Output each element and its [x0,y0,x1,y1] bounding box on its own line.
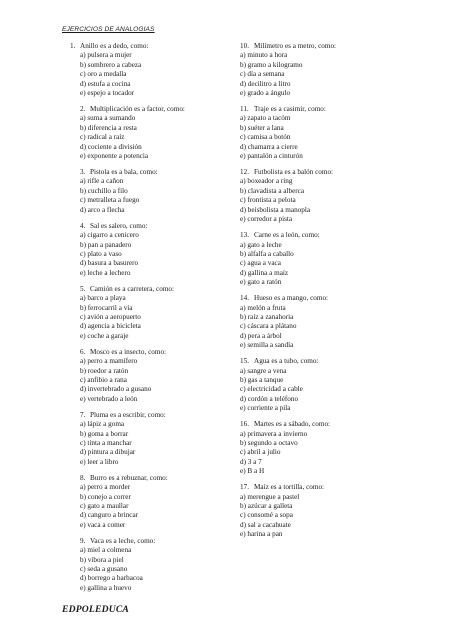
question-number: 16. [240,420,249,429]
answer-option: d) sal a cacahuate [240,520,291,529]
question-stem: Milímetro es a metro, como: [254,42,337,50]
question-block [240,168,400,224]
answer-option: e) corredor a pista [240,215,293,224]
answer-option: c) radical a raíz [80,133,125,142]
question-stem-line [80,537,240,546]
question-number: 15. [240,357,249,366]
question-number: 3. [80,168,86,177]
answer-option: a) barco a playa [80,294,126,303]
answer-option: d) invertebrado a gusano [80,385,152,394]
question-number: 10. [240,42,249,50]
question-stem-line [80,474,240,483]
question-stem: Camión es a carretera, como: [90,284,175,293]
question-number: 5. [80,284,86,293]
answer-option: d) decilitro a litro [240,79,291,88]
left-column [70,42,240,600]
answer-option: a) zapato a tacóm [240,114,291,123]
answer-option: b) alfalfa a caballo [240,249,294,258]
answer-option: a) perro a mamífero [80,357,138,366]
answer-option: b) gas a tanque [240,375,284,384]
question-stem-line [240,231,400,240]
answer-option: b) cuchillo a filo [80,186,128,195]
question-stem: Traje es a casimir, como: [254,105,326,114]
question-stem-line [240,294,400,303]
document-title: EJERCICIOS DE ANALOGIAS [62,26,155,33]
answer-option: b) diferencia a resta [80,123,137,132]
answer-option: b) roedor a ratón [80,366,129,375]
question-stem: Pluma es a escribir, como: [90,410,166,419]
answer-option: e) pantalón a cinturón [240,152,303,161]
answer-option: a) merengue a pastel [240,492,300,501]
answer-option: a) boxeador a ring [240,177,293,186]
answer-option: c) consomé a sopa [240,511,293,520]
question-block [80,168,240,215]
question-stem: Pistola es a bala, como: [90,168,158,177]
answer-option: b) pan a panadero [80,240,132,249]
answer-option: d) basura a basurero [80,259,139,268]
question-stem: Agua es a tubo, como: [254,357,319,366]
answer-option: e) grado a ángulo [240,89,291,98]
answer-option: b) goma a borrar [80,429,129,438]
question-block [240,483,400,539]
question-stem-line [240,357,400,366]
answer-option: e) espejo a tocador [80,89,135,98]
question-stem: Vaca es a leche, como: [90,536,156,545]
answer-option: c) oro a medalla [80,70,127,79]
answer-option: a) primavera a invierno [240,429,308,438]
answer-option: b) clavadista a alberca [240,186,305,195]
answer-option: c) tinta a manchar [80,439,132,447]
question-block [240,42,400,98]
answer-option: a) cigarro a cenicero [80,231,139,240]
question-stem-line [70,42,240,51]
question-stem-line [80,222,240,231]
question-number: 6. [80,347,86,356]
question-block [80,537,240,593]
question-block [240,294,400,350]
question-stem-line [240,105,400,114]
answer-option: a) minuto a hora [240,51,288,60]
answer-option: e) exponente a potencia [80,152,149,161]
answer-option: b) víbora a piel [80,555,124,564]
question-stem-line [80,168,240,177]
answer-option: c) abril a julio [240,448,281,457]
answer-option: c) cáscara a plátano [240,322,297,331]
answer-option: d) agencia a bicicleta [80,322,141,331]
question-block [240,420,400,476]
question-stem: Maíz es a tortilla, como: [254,483,325,492]
answer-option: b) conejo a correr [80,492,131,501]
answer-option: c) camisa a botón [240,133,291,142]
question-number: 12. [240,168,249,177]
answer-option: d) canguro a brincar [80,511,139,520]
question-stem-line [80,285,240,294]
question-block [80,474,240,530]
question-stem: Mosco es a insecto, como: [90,347,167,356]
answer-option: d) gallina a maíz [240,268,289,277]
answer-option: e) corriente a pila [240,404,291,413]
answer-option: e) B a H [240,467,265,476]
question-number: 13. [240,231,249,240]
answer-option: c) día a semana [240,70,285,79]
question-block [240,231,400,287]
question-number: 7. [80,410,86,419]
question-stem: Martes es a sábado, como: [254,420,331,429]
answer-option: a) melón a fruta [240,303,286,312]
answer-option: e) gallina a huevo [80,583,132,592]
answer-option: a) miel a colmena [80,546,132,555]
answer-option: b) segundo a octavo [240,439,298,447]
question-stem-line [240,42,400,51]
answer-option: b) raíz a zanahoria [240,312,294,321]
question-number: 11. [240,105,249,114]
answer-option: b) sombrero a cabeza [80,60,142,69]
answer-option: a) gato a leche [240,240,282,249]
answer-option: e) vertebrado a león [80,394,138,403]
question-number: 1. [70,42,76,50]
question-block [240,357,400,413]
answer-option: c) anfibio a rana [80,375,127,384]
question-stem-line [80,411,240,420]
answer-option: e) harina a pan [240,530,283,539]
answer-option: d) beisbolista a manopla [240,205,311,214]
answer-option: a) perro a morder [80,483,131,492]
answer-option: d) cordón a teléfono [240,394,299,403]
answer-option: d) 3 a 7 [240,457,262,466]
answer-option: c) plato a vaso [80,249,122,258]
answer-option: e) vaca a comer [80,520,126,529]
question-stem: Multiplicación es a factor, como: [90,105,185,114]
right-column [240,42,400,546]
question-number: 2. [80,105,86,114]
question-stem: Futbolista es a balón como: [254,168,334,177]
answer-option: a) pulsera a mujer [80,51,132,60]
answer-option: c) agua a vaca [240,259,281,268]
answer-option: e) leer a libro [80,457,119,466]
question-block [240,105,400,161]
question-stem-line [240,168,400,177]
answer-option: c) avión a aeropuerto [80,312,141,321]
answer-option: a) rifle a cañon [80,177,124,186]
answer-option: b) suéter a lana [240,123,284,132]
question-block [80,411,240,467]
answer-option: e) gato a ratón [240,278,282,287]
question-number: 17. [240,483,249,492]
question-number: 4. [80,221,86,230]
answer-option: c) metralleta a fuego [80,196,140,205]
question-number: 14. [240,294,249,303]
answer-option: c) seda a gusano [80,565,128,574]
answer-option: e) coche a garaje [80,331,129,340]
answer-option: d) borrego a barbacoa [80,574,143,583]
answer-option: c) electricidad a cable [240,385,303,394]
answer-option: d) cociente a división [80,142,142,151]
answer-option: d) pintura a dibujar [80,448,136,457]
question-stem: Sal es salero, como: [90,221,148,230]
question-stem-line [240,420,400,429]
answer-option: d) estufa a cocina [80,79,131,88]
answer-option: e) semilla a sandía [240,341,294,350]
question-stem: Hueso es a mango, como: [254,294,329,303]
question-block [80,105,240,161]
question-stem-line [80,348,240,357]
question-number: 9. [80,536,86,545]
question-block [80,348,240,404]
answer-option: b) gramo a kilogramo [240,60,303,69]
answer-option: a) sangre a vena [240,366,287,375]
question-block [80,222,240,278]
answer-option: e) leche a lechero [80,268,131,277]
question-block [80,285,240,341]
question-stem-line [80,105,240,114]
question-stem-line [240,483,400,492]
question-number: 8. [80,473,86,482]
answer-option: d) pera a árbol [240,331,282,340]
footer-brand: EDPOLEDUCA [62,604,130,615]
question-block [70,42,240,98]
answer-option: c) frontista a pelota [240,196,296,205]
answer-option: d) arco a flecha [80,205,125,214]
answer-option: a) lápiz a goma [80,420,125,429]
answer-option: b) ferrocarril a vía [80,303,133,312]
question-stem: Carne es a león, como: [254,231,320,240]
answer-option: c) gato a maullar [80,502,129,511]
question-stem: Burro es a rebuznar, como: [90,473,168,482]
answer-option: d) chamarra a cierre [240,142,298,151]
answer-option: a) suma a sumando [80,114,136,123]
question-stem: Anillo es a dedo, como: [80,42,149,50]
answer-option: b) azúcar a galleta [240,502,293,511]
